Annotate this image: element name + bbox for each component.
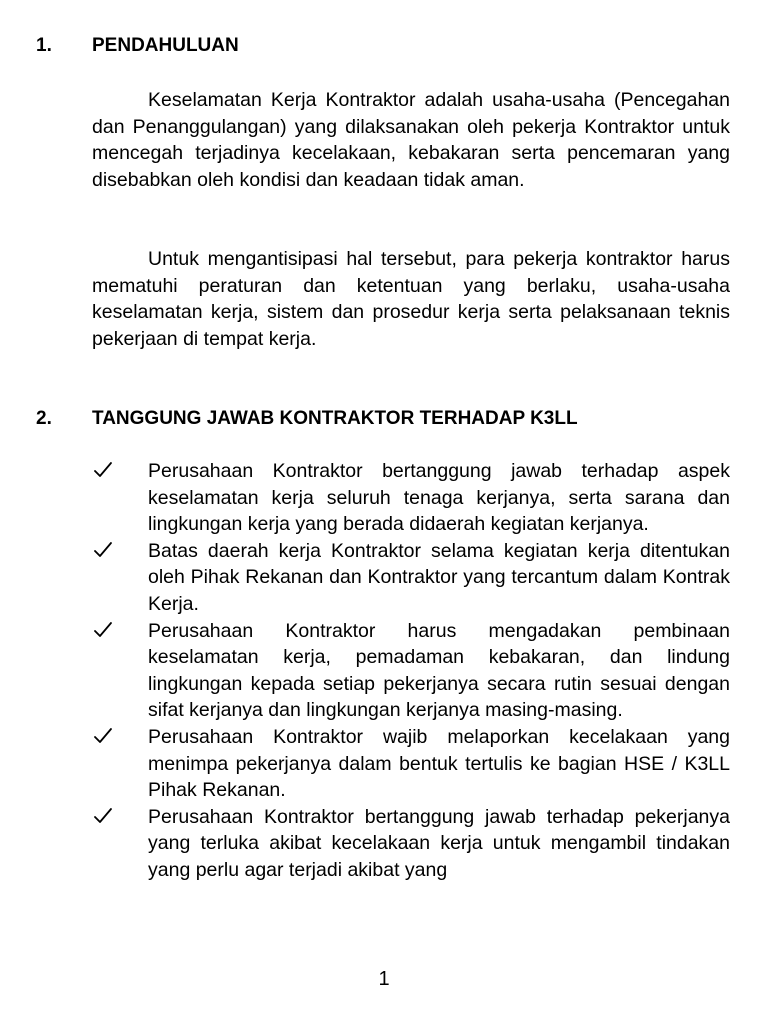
list-item — [92, 618, 730, 724]
responsibility-list — [92, 458, 730, 884]
list-item — [92, 724, 730, 804]
list-item-text: Perusahaan Kontraktor wajib melaporkan kecelakaan yang menimpa pekerjanya dalam bentuk tertulis ke bagian HSE / K3LL Pihak Rekanan. — [148, 725, 730, 802]
section-2-heading — [36, 406, 736, 432]
section-2-number: 2. — [36, 408, 52, 429]
check-icon — [94, 622, 112, 638]
check-icon — [94, 728, 112, 744]
list-item-text: Perusahaan Kontraktor bertanggung jawab terhadap aspek keselamatan kerja seluruh tenaga kerjanya, serta sarana dan lingkungan kerja yang berada didaerah kegiatan kerjanya. — [148, 460, 730, 536]
check-icon — [94, 542, 112, 558]
list-item — [92, 538, 730, 618]
section-1-heading — [36, 33, 736, 59]
list-item-text: Perusahaan Kontraktor bertanggung jawab terhadap pekerjanya yang terluka akibat kecelakaan kerja untuk mengambil tindakan yang perlu agar terjadi akibat yang — [148, 805, 730, 881]
list-item-text: Perusahaan Kontraktor harus mengadakan pembinaan keselamatan kerja, pemadaman kebakaran, dan lindung lingkungan kepada setiap pekerjanya secara rutin sesuai dengan sifat kerjanya dan lingkungan kerjanya masing-masing. — [148, 619, 730, 722]
section-1-title: PENDAHULUAN — [92, 35, 239, 56]
section-1-number: 1. — [36, 35, 52, 56]
page-number: 1 — [378, 968, 390, 990]
section-2-title: TANGGUNG JAWAB KONTRAKTOR TERHADAP K3LL — [92, 408, 578, 429]
list-item-text: Batas daerah kerja Kontraktor selama kegiatan kerja ditentukan oleh Pihak Rekanan dan Kontraktor yang tercantum dalam Kontrak Kerja. — [148, 539, 730, 615]
list-item — [92, 458, 730, 538]
section-1-paragraph-1: Keselamatan Kerja Kontraktor adalah usaha-usaha (Pencegahan dan Penanggulangan) yang dilaksanakan oleh pekerja Kontraktor untuk mencegah terjadinya kecelakaan, kebakaran serta pencemaran yang disebabkan oleh kondisi dan keadaan tidak aman. — [92, 89, 730, 191]
check-icon — [94, 462, 112, 478]
check-icon — [94, 808, 112, 824]
section-1-paragraph-2: Untuk mengantisipasi hal tersebut, para pekerja kontraktor harus mematuhi peraturan dan ketentuan yang berlaku, usaha-usaha keselamatan kerja, sistem dan prosedur kerja serta pelaksanaan teknis pekerjaan di tempat kerja. — [92, 248, 730, 350]
list-item — [92, 804, 730, 884]
